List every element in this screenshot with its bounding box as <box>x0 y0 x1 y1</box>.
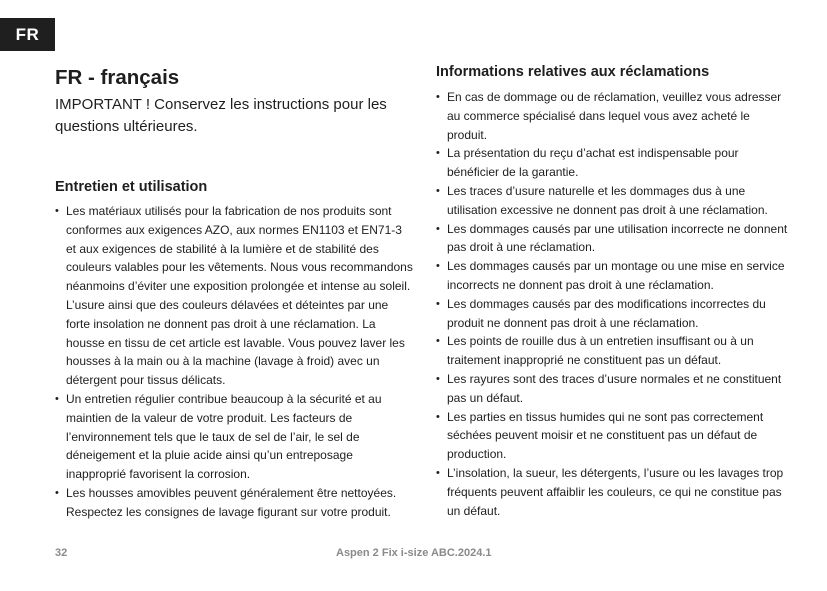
left-column <box>55 64 415 522</box>
list-item: • Les rayures sont des traces d’usure normales et ne constituent pas un défaut. <box>436 370 788 408</box>
page-title: FR - français <box>55 66 180 89</box>
list-item: • Les dommages causés par une utilisation incorrecte ne donnent pas droit à une réclamation. <box>436 220 788 258</box>
list-item: • Les dommages causés par des modifications incorrectes du produit ne donnent pas droit à une réclamation. <box>436 295 788 333</box>
important-notice: IMPORTANT ! Conservez les instructions pour les questions ultérieures. <box>55 96 387 135</box>
document-id: Aspen 2 Fix i-size ABC.2024.1 <box>336 547 492 559</box>
list-item: • Les traces d’usure naturelle et les dommages dus à une utilisation excessive ne donnent pas droit à une réclamation. <box>436 182 788 220</box>
list-item: • Les matériaux utilisés pour la fabrication de nos produits sont conformes aux exigences AZO, aux normes EN1103 et EN71-3 et aux exigences de stabilité à la lumière et de stabilité des couleurs valables pour les vêtements. Nous vous recommandons néanmoins d’éviter une exposition prolongée et intense au soleil. L’usure ainsi que des couleurs délavées et déteintes par une forte insolation ne donnent pas droit à une réclamation. La housse en tissu de cet article est lavable. Vous pouvez laver les housses à la main ou à la machine (lavage à froid) avec un détergent pour tissus délicats. <box>55 202 415 390</box>
right-column <box>436 61 788 520</box>
list-item: • Les points de rouille dus à un entretien insuffisant ou à un traitement inapproprié ne constituent pas un défaut. <box>436 332 788 370</box>
language-tab: FR <box>0 18 55 51</box>
list-item: • La présentation du reçu d’achat est indispensable pour bénéficier de la garantie. <box>436 144 788 182</box>
list-item: • Les parties en tissus humides qui ne sont pas correctement séchées peuvent moisir et ne constituent pas un défaut de production. <box>436 408 788 464</box>
claims-section-title: Informations relatives aux réclamations <box>436 64 710 80</box>
care-list <box>55 202 415 522</box>
list-item: • Un entretien régulier contribue beaucoup à la sécurité et au maintien de la valeur de votre produit. Les facteurs de l’environnement tels que le taux de sel de l’air, le sel de déneigement et la pluie acide ainsi qu’un entreposage inapproprié favorisent la corrosion. <box>55 390 415 484</box>
list-item: • L’insolation, la sueur, les détergents, l’usure ou les lavages trop fréquents peuvent affaiblir les couleurs, ce qui ne constitue pas un défaut. <box>436 464 788 520</box>
list-item: • Les dommages causés par un montage ou une mise en service incorrects ne donnent pas droit à une réclamation. <box>436 257 788 295</box>
list-item: • En cas de dommage ou de réclamation, veuillez vous adresser au commerce spécialisé dans lequel vous avez acheté le produit. <box>436 88 788 144</box>
page-number: 32 <box>55 547 68 559</box>
list-item: • Les housses amovibles peuvent généralement être nettoyées. Respectez les consignes de lavage figurant sur votre produit. <box>55 484 415 522</box>
care-section-title: Entretien et utilisation <box>55 179 208 195</box>
claims-list <box>436 88 788 520</box>
